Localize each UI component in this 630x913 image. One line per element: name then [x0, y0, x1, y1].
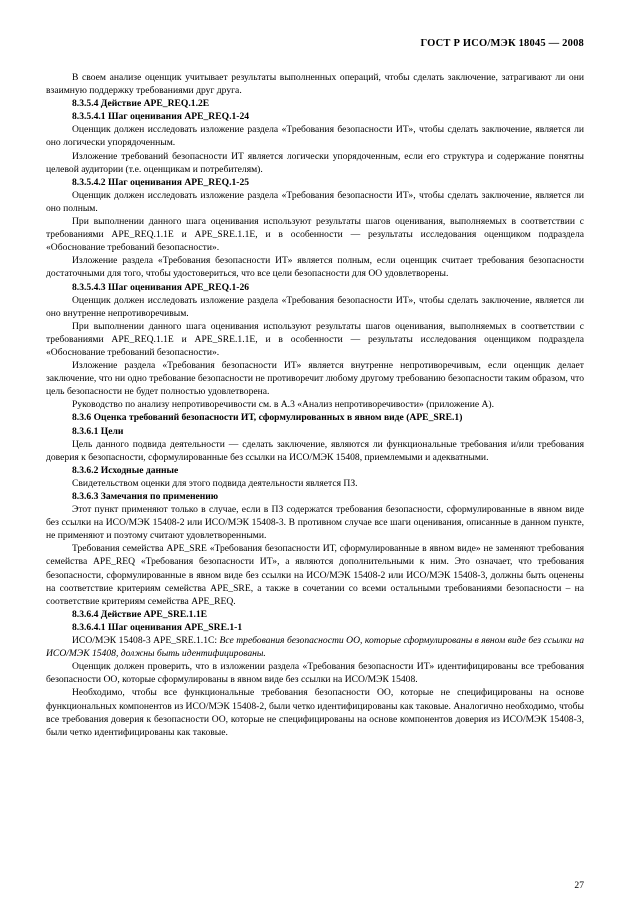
section-heading: 8.3.6.3 Замечания по применению [72, 491, 219, 502]
section-heading: 8.3.5.4.2 Шаг оценивания APE_REQ.1-25 [72, 176, 250, 188]
paragraph: В своем анализе оценщик учитывает результаты выполненных операций, чтобы сделать заключение, затрагивают ли они взаимную поддержку требованиями друг друга. [46, 72, 584, 97]
paragraph: При выполнении данного шага оценивания используют результаты шагов оценивания, выполняемых в соответствии с требованиями APE_REQ.1.1E и APE_SRE.1.1E, и в особенности — результаты исследования оценщиком подраздела «Обоснование требований безопасности». [46, 216, 584, 254]
paragraph: Этот пункт применяют только в случае, если в ПЗ содержатся требования безопасности, сформулированные в явном виде без ссылки на ИСО/МЭК 15408-2 или ИСО/МЭК 15408-3. В противном случае все шаги оценивания, описанные в данном пункте, не применяют и поэтому считают удовлетворенными. [46, 504, 584, 542]
section-heading: 8.3.6 Оценка требований безопасности ИТ, сформулированных в явном виде (APE_SRE.1) [72, 412, 463, 424]
paragraph: Оценщик должен проверить, что в изложении раздела «Требования безопасности ИТ» идентифицированы все требования безопасности ОО, которые сформулированы в явном виде без ссылки на ИСО/МЭК 15408. [46, 661, 584, 686]
paragraph: Свидетельством оценки для этого подвида деятельности является ПЗ. [72, 477, 358, 489]
page-header: ГОСТ Р ИСО/МЭК 18045 — 2008 [420, 38, 584, 49]
paragraph: Требования семейства APE_SRE «Требования безопасности ИТ, сформулированные в явном виде» не заменяют требования семейства APE_REQ «Требования безопасности ИТ», а являются дополнительными к ним. Это означает, что требования безопасности, сформулированные в явном виде без ссылки на ИСО/МЭК 15408-2 или ИСО/МЭК 15408-3, должны быть оценены на соответствие критериям семейства APE_SRE, а также в сочетании со всеми остальными требованиями безопасности – на соответствие критериям семейства APE_REQ. [46, 543, 584, 607]
document-body [46, 71, 584, 739]
section-heading: 8.3.5.4 Действие APE_REQ.1.2E [72, 98, 210, 110]
section-heading: 8.3.6.1 Цели [72, 425, 124, 437]
paragraph: Изложение требований безопасности ИТ является логически упорядоченным, если его структура и содержание понятны целевой аудитории (т.е. оценщикам и потребителям). [46, 150, 584, 175]
paragraph: При выполнении данного шага оценивания используют результаты шагов оценивания, выполняемых в соответствии с требованиями APE_REQ.1.1E и APE_SRE.1.1E, и в особенности — результаты исследования оценщиком подраздела «Обоснование требований безопасности». [46, 320, 584, 358]
criteria-text: Все требования безопасности ОО, которые сформулированы в явном виде без ссылки на ИСО/МЭК 15408, должны быть идентифицированы. [46, 635, 584, 660]
criteria-paragraph [46, 634, 584, 660]
paragraph: Изложение раздела «Требования безопасности ИТ» является полным, если оценщик считает требования безопасности достаточными для того, чтобы удостовериться, что все цели безопасности для ОО удовлетворены. [46, 255, 584, 280]
paragraph: Оценщик должен исследовать изложение раздела «Требования безопасности ИТ», чтобы сделать заключение, является ли оно полным. [46, 189, 584, 214]
paragraph: Оценщик должен исследовать изложение раздела «Требования безопасности ИТ», чтобы сделать заключение, является ли оно внутренне непротиворечивым. [46, 294, 584, 319]
paragraph: Цель данного подвида деятельности — сделать заключение, являются ли функциональные требования и/или требования доверия к безопасности, сформулированные без ссылки на ИСО/МЭК 15408, приемлемыми и адекватными. [46, 438, 584, 463]
section-heading: 8.3.5.4.3 Шаг оценивания APE_REQ.1-26 [72, 281, 250, 293]
paragraph: Руководство по анализу непротиворечивости см. в А.3 «Анализ непротиворечивости» (приложение А). [72, 399, 495, 411]
paragraph: Изложение раздела «Требования безопасности ИТ» является внутренне непротиворечивым, если оценщик делает заключение, что ни одно требование безопасности не противоречит любому другому требованию безопасности таким образом, что цель безопасности не будет полностью удовлетворена. [46, 360, 584, 398]
section-heading: 8.3.6.2 Исходные данные [72, 464, 179, 476]
paragraph: Необходимо, чтобы все функциональные требования безопасности ОО, которые не специфицированы на основе функциональных компонентов из ИСО/МЭК 15408-2, были четко идентифицированы как таковые. Аналогично необходимо, чтобы все требования доверия к безопасности ОО, которые не специфицированы на основе компонентов доверия из ИСО/МЭК 15408-3, были четко идентифицированы как таковые. [46, 687, 584, 738]
paragraph: Оценщик должен исследовать изложение раздела «Требования безопасности ИТ», чтобы сделать заключение, является ли оно логически упорядоченным. [46, 124, 584, 149]
section-heading: 8.3.6.4 Действие APE_SRE.1.1E [72, 608, 208, 620]
section-heading: 8.3.6.4.1 Шаг оценивания APE_SRE.1-1 [72, 621, 243, 633]
criteria-label: ИСО/МЭК 15408-3 APE_SRE.1.1C: [72, 635, 220, 647]
section-heading: 8.3.5.4.1 Шаг оценивания APE_REQ.1-24 [72, 111, 250, 123]
page-number: 27 [574, 880, 584, 891]
